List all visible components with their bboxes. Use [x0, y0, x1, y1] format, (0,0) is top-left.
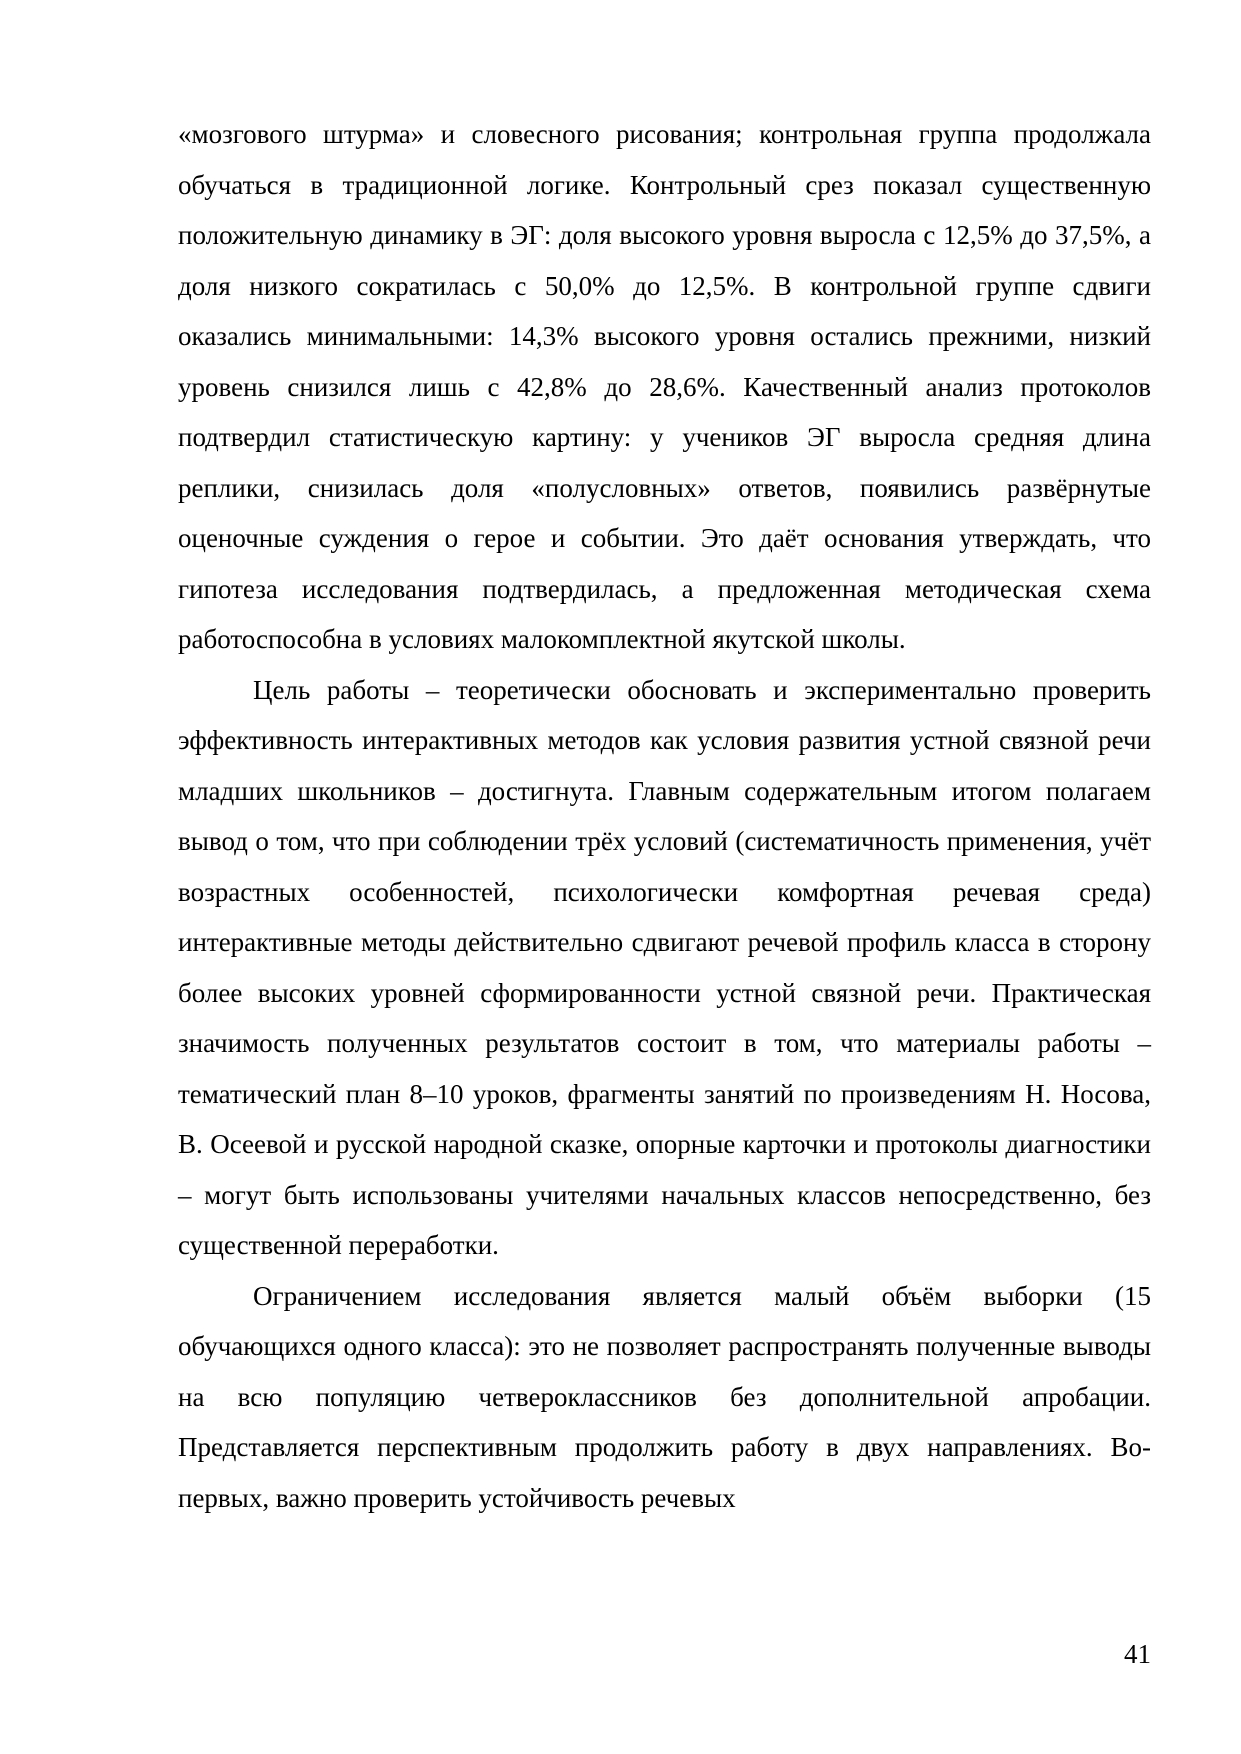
paragraph-continuation: «мозгового штурма» и словесного рисования; контрольная группа продолжала обучаться в традиционной логике. Контрольный срез показал существенную положительную динамику в ЭГ: доля высокого уровня выросла с 12,5% до 37,5%, а доля низкого сократилась с 50,0% до 12,5%. В контрольной группе сдвиги оказались минимальными: 14,3% высокого уровня остались прежними, низкий уровень снизился лишь с 42,8% до 28,6%. Качественный анализ протоколов подтвердил статистическую картину: у учеников ЭГ выросла средняя длина реплики, снизилась доля «полусловных» ответов, появились развёрнутые оценочные суждения о герое и событии. Это даёт основания утверждать, что гипотеза исследования подтвердилась, а предложенная методическая схема работоспособна в условиях малокомплектной якутской школы. — [178, 119, 1151, 654]
body-text — [178, 109, 1151, 1523]
page-number: 41 — [1124, 1639, 1151, 1669]
paragraph-limitations: Ограничением исследования является малый объём выборки (15 обучающихся одного класса): это не позволяет распространять полученные выводы на всю популяцию четвероклассников без дополнительной апробации. Представляется перспективным продолжить работу в двух направлениях. Во-первых, важно проверить устойчивость речевых — [178, 1280, 1151, 1513]
paragraph-goal: Цель работы – теоретически обосновать и экспериментально проверить эффективность интерактивных методов как условия развития устной связной речи младших школьников – достигнута. Главным содержательным итогом полагаем вывод о том, что при соблюдении трёх условий (систематичность применения, учёт возрастных особенностей, психологически комфортная речевая среда) интерактивные методы действительно сдвигают речевой профиль класса в сторону более высоких уровней сформированности устной связной речи. Практическая значимость полученных результатов состоит в том, что материалы работы – тематический план 8–10 уроков, фрагменты занятий по произведениям Н. Носова, В. Осеевой и русской народной сказке, опорные карточки и протоколы диагностики – могут быть использованы учителями начальных классов непосредственно, без существенной переработки. — [178, 674, 1151, 1260]
